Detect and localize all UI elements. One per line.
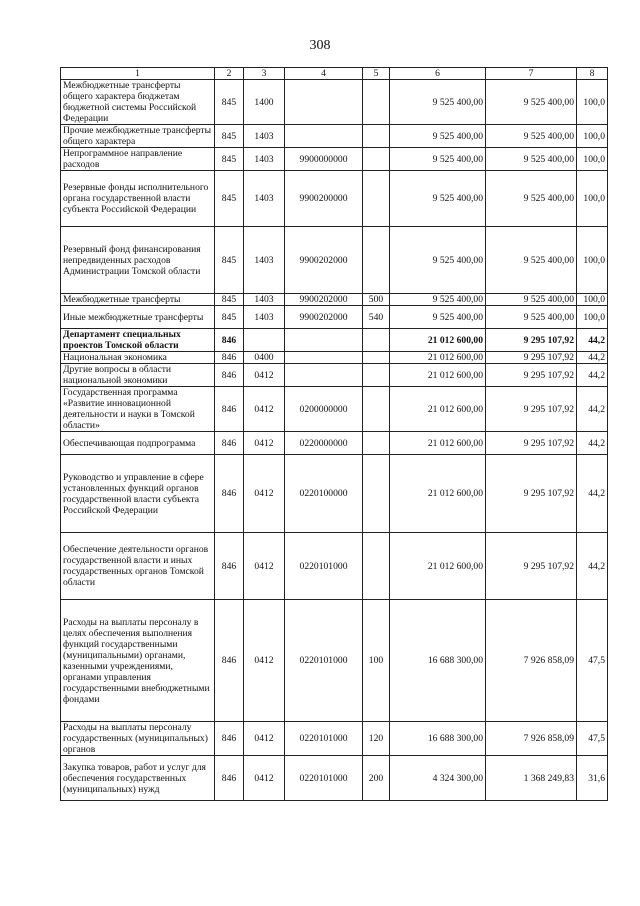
section-code-cell: 1403 bbox=[244, 227, 285, 294]
row-name-cell: Расходы на выплаты персоналу государственных (муниципальных) органов bbox=[61, 722, 215, 756]
plan-amount-cell: 21 012 600,00 bbox=[390, 364, 486, 387]
executed-amount-cell: 9 295 107,92 bbox=[486, 533, 577, 600]
percent-cell: 100,0 bbox=[577, 306, 608, 329]
executed-amount-cell: 1 368 249,83 bbox=[486, 756, 577, 801]
row-name-cell: Межбюджетные трансферты общего характера бюджетам бюджетной системы Российской Федерации bbox=[61, 80, 215, 125]
target-article-cell: 9900000000 bbox=[285, 148, 363, 171]
row-name-cell: Обеспечивающая подпрограмма bbox=[61, 432, 215, 455]
expense-type-cell: 540 bbox=[363, 306, 390, 329]
table-row bbox=[61, 227, 608, 294]
percent-cell: 44,2 bbox=[577, 432, 608, 455]
target-article-cell bbox=[285, 352, 363, 364]
row-name-cell: Государственная программа «Развитие инновационной деятельности и науки в Томской области» bbox=[61, 387, 215, 432]
table-row bbox=[61, 387, 608, 432]
target-article-cell: 9900202000 bbox=[285, 227, 363, 294]
target-article-cell: 0220101000 bbox=[285, 756, 363, 801]
section-code-cell: 0400 bbox=[244, 352, 285, 364]
admin-code-cell: 846 bbox=[215, 364, 244, 387]
row-name-cell: Департамент специальных проектов Томской области bbox=[61, 329, 215, 352]
target-article-cell: 9900202000 bbox=[285, 306, 363, 329]
plan-amount-cell: 9 525 400,00 bbox=[390, 171, 486, 227]
section-code-cell: 0412 bbox=[244, 432, 285, 455]
column-header: 8 bbox=[577, 68, 608, 80]
percent-cell: 47,5 bbox=[577, 600, 608, 722]
section-code-cell: 0412 bbox=[244, 600, 285, 722]
section-code-cell: 0412 bbox=[244, 455, 285, 533]
row-name-cell: Непрограммное направление расходов bbox=[61, 148, 215, 171]
percent-cell: 100,0 bbox=[577, 294, 608, 306]
admin-code-cell: 845 bbox=[215, 80, 244, 125]
table-row bbox=[61, 329, 608, 352]
row-name-cell: Руководство и управление в сфере установленных функций органов государственной власти субъекта Российской Федерации bbox=[61, 455, 215, 533]
section-code-cell bbox=[244, 329, 285, 352]
plan-amount-cell: 9 525 400,00 bbox=[390, 125, 486, 148]
target-article-cell bbox=[285, 329, 363, 352]
table-row bbox=[61, 80, 608, 125]
section-code-cell: 1403 bbox=[244, 306, 285, 329]
admin-code-cell: 846 bbox=[215, 352, 244, 364]
expense-type-cell: 200 bbox=[363, 756, 390, 801]
target-article-cell: 0200000000 bbox=[285, 387, 363, 432]
table-row bbox=[61, 600, 608, 722]
executed-amount-cell: 9 295 107,92 bbox=[486, 387, 577, 432]
target-article-cell: 0220101000 bbox=[285, 533, 363, 600]
column-header: 5 bbox=[363, 68, 390, 80]
target-article-cell: 0220000000 bbox=[285, 432, 363, 455]
plan-amount-cell: 21 012 600,00 bbox=[390, 352, 486, 364]
expense-type-cell bbox=[363, 171, 390, 227]
table-row bbox=[61, 455, 608, 533]
percent-cell: 44,2 bbox=[577, 533, 608, 600]
percent-cell: 47,5 bbox=[577, 722, 608, 756]
section-code-cell: 0412 bbox=[244, 756, 285, 801]
plan-amount-cell: 16 688 300,00 bbox=[390, 600, 486, 722]
plan-amount-cell: 9 525 400,00 bbox=[390, 80, 486, 125]
plan-amount-cell: 21 012 600,00 bbox=[390, 432, 486, 455]
target-article-cell: 9900202000 bbox=[285, 294, 363, 306]
expense-type-cell bbox=[363, 80, 390, 125]
section-code-cell: 1403 bbox=[244, 125, 285, 148]
expense-type-cell: 120 bbox=[363, 722, 390, 756]
admin-code-cell: 846 bbox=[215, 756, 244, 801]
column-header: 3 bbox=[244, 68, 285, 80]
expense-type-cell: 500 bbox=[363, 294, 390, 306]
admin-code-cell: 846 bbox=[215, 533, 244, 600]
row-name-cell: Другие вопросы в области национальной экономики bbox=[61, 364, 215, 387]
executed-amount-cell: 9 525 400,00 bbox=[486, 125, 577, 148]
percent-cell: 31,6 bbox=[577, 756, 608, 801]
plan-amount-cell: 4 324 300,00 bbox=[390, 756, 486, 801]
row-name-cell: Национальная экономика bbox=[61, 352, 215, 364]
section-code-cell: 1403 bbox=[244, 294, 285, 306]
column-header: 4 bbox=[285, 68, 363, 80]
admin-code-cell: 846 bbox=[215, 600, 244, 722]
section-code-cell: 1400 bbox=[244, 80, 285, 125]
row-name-cell: Закупка товаров, работ и услуг для обеспечения государственных (муниципальных) нужд bbox=[61, 756, 215, 801]
row-name-cell: Резервные фонды исполнительного органа государственной власти субъекта Российской Федерации bbox=[61, 171, 215, 227]
expense-type-cell bbox=[363, 125, 390, 148]
target-article-cell bbox=[285, 125, 363, 148]
percent-cell: 100,0 bbox=[577, 125, 608, 148]
percent-cell: 44,2 bbox=[577, 455, 608, 533]
table-row bbox=[61, 294, 608, 306]
expense-type-cell bbox=[363, 533, 390, 600]
target-article-cell: 0220101000 bbox=[285, 600, 363, 722]
expense-type-cell bbox=[363, 432, 390, 455]
expense-type-cell bbox=[363, 352, 390, 364]
executed-amount-cell: 9 295 107,92 bbox=[486, 364, 577, 387]
percent-cell: 100,0 bbox=[577, 227, 608, 294]
expense-type-cell bbox=[363, 227, 390, 294]
executed-amount-cell: 9 525 400,00 bbox=[486, 306, 577, 329]
admin-code-cell: 845 bbox=[215, 227, 244, 294]
row-name-cell: Иные межбюджетные трансферты bbox=[61, 306, 215, 329]
table-row bbox=[61, 756, 608, 801]
plan-amount-cell: 9 525 400,00 bbox=[390, 294, 486, 306]
executed-amount-cell: 9 295 107,92 bbox=[486, 432, 577, 455]
percent-cell: 100,0 bbox=[577, 80, 608, 125]
percent-cell: 44,2 bbox=[577, 352, 608, 364]
executed-amount-cell: 9 295 107,92 bbox=[486, 352, 577, 364]
admin-code-cell: 846 bbox=[215, 387, 244, 432]
executed-amount-cell: 9 525 400,00 bbox=[486, 294, 577, 306]
admin-code-cell: 845 bbox=[215, 125, 244, 148]
section-code-cell: 1403 bbox=[244, 148, 285, 171]
page-number: 308 bbox=[309, 38, 331, 53]
table-row bbox=[61, 148, 608, 171]
executed-amount-cell: 9 525 400,00 bbox=[486, 227, 577, 294]
plan-amount-cell: 21 012 600,00 bbox=[390, 455, 486, 533]
target-article-cell: 0220101000 bbox=[285, 722, 363, 756]
admin-code-cell: 845 bbox=[215, 171, 244, 227]
table-row bbox=[61, 352, 608, 364]
table-row bbox=[61, 533, 608, 600]
row-name-cell: Межбюджетные трансферты bbox=[61, 294, 215, 306]
table-header-row bbox=[61, 68, 608, 80]
executed-amount-cell: 9 525 400,00 bbox=[486, 148, 577, 171]
section-code-cell: 0412 bbox=[244, 387, 285, 432]
column-header: 2 bbox=[215, 68, 244, 80]
target-article-cell bbox=[285, 80, 363, 125]
executed-amount-cell: 9 525 400,00 bbox=[486, 171, 577, 227]
section-code-cell: 0412 bbox=[244, 722, 285, 756]
admin-code-cell: 845 bbox=[215, 148, 244, 171]
admin-code-cell: 845 bbox=[215, 294, 244, 306]
admin-code-cell: 846 bbox=[215, 329, 244, 352]
column-header: 1 bbox=[61, 68, 215, 80]
row-name-cell: Прочие межбюджетные трансферты общего характера bbox=[61, 125, 215, 148]
plan-amount-cell: 21 012 600,00 bbox=[390, 387, 486, 432]
percent-cell: 44,2 bbox=[577, 364, 608, 387]
plan-amount-cell: 9 525 400,00 bbox=[390, 227, 486, 294]
row-name-cell: Резервный фонд финансирования непредвиденных расходов Администрации Томской области bbox=[61, 227, 215, 294]
executed-amount-cell: 7 926 858,09 bbox=[486, 722, 577, 756]
plan-amount-cell: 16 688 300,00 bbox=[390, 722, 486, 756]
table-row bbox=[61, 722, 608, 756]
expense-type-cell bbox=[363, 148, 390, 171]
plan-amount-cell: 21 012 600,00 bbox=[390, 329, 486, 352]
expense-type-cell bbox=[363, 364, 390, 387]
table-row bbox=[61, 432, 608, 455]
plan-amount-cell: 9 525 400,00 bbox=[390, 306, 486, 329]
table-row bbox=[61, 364, 608, 387]
expense-type-cell bbox=[363, 329, 390, 352]
column-header: 6 bbox=[390, 68, 486, 80]
table-row bbox=[61, 171, 608, 227]
row-name-cell: Обеспечение деятельности органов государственной власти и иных государственных органов Томской области bbox=[61, 533, 215, 600]
row-name-cell: Расходы на выплаты персоналу в целях обеспечения выполнения функций государственными (муниципальными) органами, казенными учреждениями, органами управления государственными внебюджетными фондами bbox=[61, 600, 215, 722]
executed-amount-cell: 9 295 107,92 bbox=[486, 455, 577, 533]
executed-amount-cell: 7 926 858,09 bbox=[486, 600, 577, 722]
executed-amount-cell: 9 525 400,00 bbox=[486, 80, 577, 125]
target-article-cell: 9900200000 bbox=[285, 171, 363, 227]
section-code-cell: 1403 bbox=[244, 171, 285, 227]
percent-cell: 44,2 bbox=[577, 387, 608, 432]
admin-code-cell: 846 bbox=[215, 722, 244, 756]
plan-amount-cell: 21 012 600,00 bbox=[390, 533, 486, 600]
percent-cell: 44,2 bbox=[577, 329, 608, 352]
percent-cell: 100,0 bbox=[577, 148, 608, 171]
expense-type-cell: 100 bbox=[363, 600, 390, 722]
section-code-cell: 0412 bbox=[244, 533, 285, 600]
admin-code-cell: 846 bbox=[215, 432, 244, 455]
target-article-cell: 0220100000 bbox=[285, 455, 363, 533]
section-code-cell: 0412 bbox=[244, 364, 285, 387]
table-row bbox=[61, 306, 608, 329]
admin-code-cell: 846 bbox=[215, 455, 244, 533]
percent-cell: 100,0 bbox=[577, 171, 608, 227]
expense-type-cell bbox=[363, 387, 390, 432]
budget-table bbox=[60, 67, 608, 801]
admin-code-cell: 845 bbox=[215, 306, 244, 329]
executed-amount-cell: 9 295 107,92 bbox=[486, 329, 577, 352]
table-row bbox=[61, 125, 608, 148]
column-header: 7 bbox=[486, 68, 577, 80]
plan-amount-cell: 9 525 400,00 bbox=[390, 148, 486, 171]
target-article-cell bbox=[285, 364, 363, 387]
expense-type-cell bbox=[363, 455, 390, 533]
